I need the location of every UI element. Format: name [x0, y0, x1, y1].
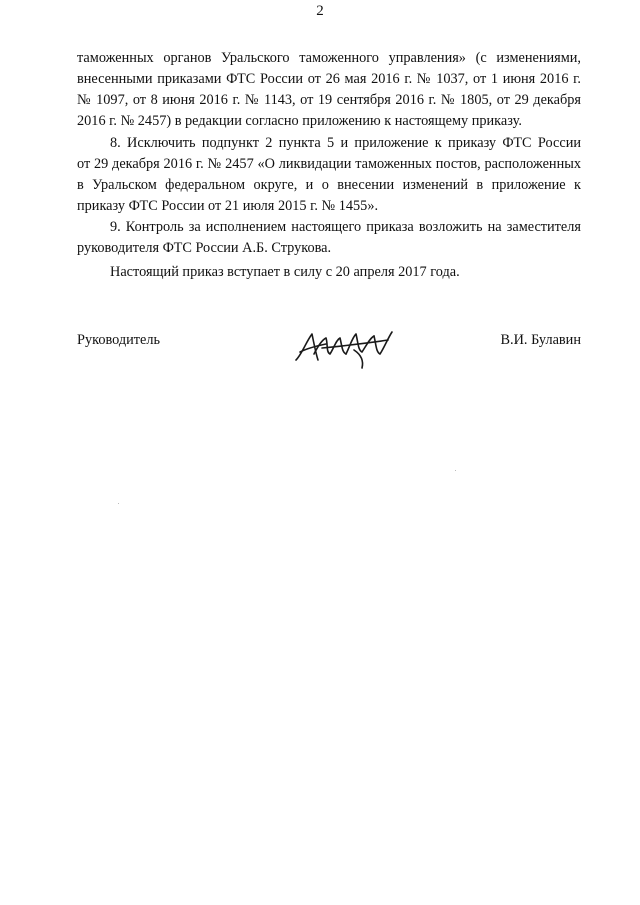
page-number: 2: [316, 3, 324, 19]
handwritten-signature: [292, 324, 396, 370]
paragraph-9-line: руководителя ФТС России А.Б. Струкова.: [77, 240, 332, 256]
paragraph-9-line: 9. Контроль за исполнением настоящего приказа возложить на заместителя: [110, 219, 581, 235]
paragraph-8-line: от 29 декабря 2016 г. № 2457 «О ликвидации таможенных постов, расположенных: [77, 156, 581, 172]
paragraph-8-line: приказу ФТС России от 21 июля 2015 г. № 1455».: [77, 198, 379, 214]
scan-speck: [455, 470, 456, 471]
scan-speck: [118, 503, 119, 504]
signatory-title: Руководитель: [77, 332, 161, 348]
paragraph-8-line: в Уральском федеральном округе, и о внесении изменений в приложение к: [77, 177, 581, 193]
body-line: 2016 г. № 2457) в редакции согласно приложению к настоящему приказу.: [77, 113, 522, 129]
body-line: таможенных органов Уральского таможенного управления» (с изменениями,: [77, 50, 581, 66]
effective-date-statement: Настоящий приказ вступает в силу с 20 апреля 2017 года.: [110, 264, 460, 280]
signatory-name: В.И. Булавин: [500, 332, 581, 348]
body-line: № 1097, от 8 июня 2016 г. № 1143, от 19 сентября 2016 г. № 1805, от 29 декабря: [77, 92, 581, 108]
body-line: внесенными приказами ФТС России от 26 мая 2016 г. № 1037, от 1 июня 2016 г.: [77, 71, 581, 87]
paragraph-8-line: 8. Исключить подпункт 2 пункта 5 и приложение к приказу ФТС России: [110, 135, 581, 151]
